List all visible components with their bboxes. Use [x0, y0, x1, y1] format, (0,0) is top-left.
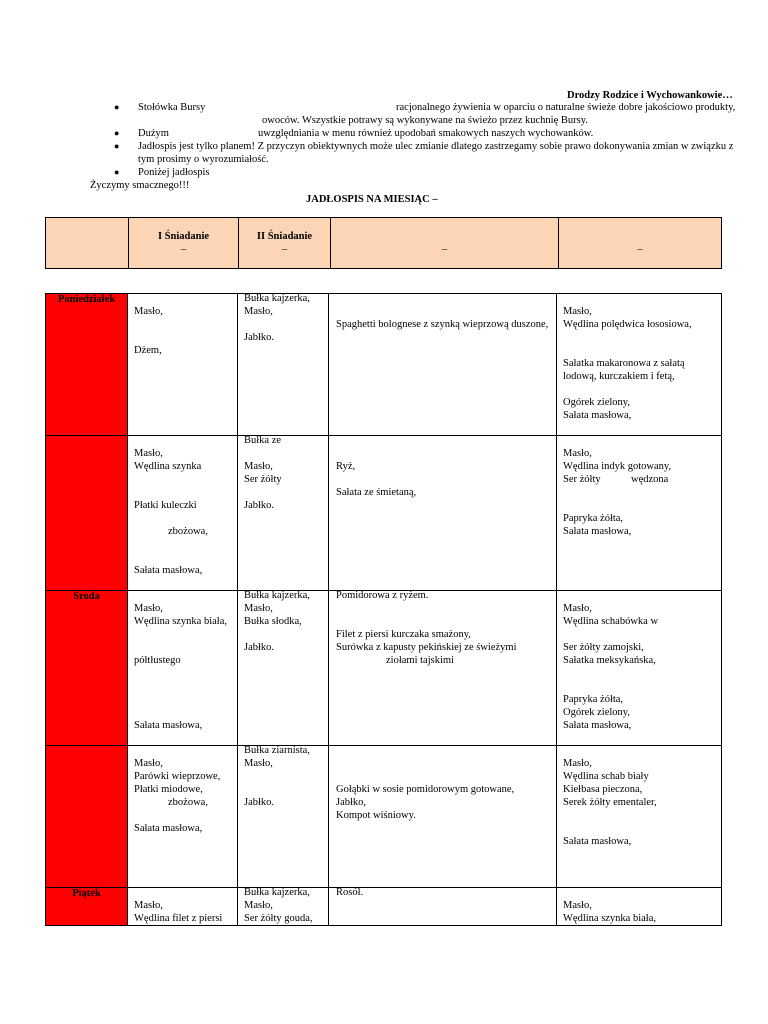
menu-item: Kiełbasa pieczona,	[563, 784, 643, 795]
bullet-marker: ●	[114, 167, 120, 177]
menu-item: Ser żółty gouda,	[244, 913, 313, 924]
menu-item: Sałata masłowa,	[563, 836, 632, 847]
menu-item: Bułka kajzerka,	[244, 293, 310, 304]
menu-item: Masło,	[134, 448, 163, 459]
menu-item: Wędlina schabówka w	[563, 616, 659, 627]
table-row	[46, 591, 722, 746]
menu-item: Jabłko.	[244, 797, 275, 808]
day-name: Poniedziałek	[57, 294, 116, 305]
header-cell-breakfast2	[239, 218, 331, 269]
menu-item: Gołąbki w sosie pomidorowym gotowane,	[336, 784, 515, 795]
lunch-cell	[329, 294, 557, 436]
menu-item: Serek żółty ementaler,	[563, 797, 657, 808]
menu-item: Sałata masłowa,	[134, 823, 203, 834]
header-breakfast1: I Śniadanie	[157, 231, 210, 242]
menu-item: Masło,	[563, 448, 592, 459]
menu-item: Masło,	[244, 461, 273, 472]
menu-item: Jabłko,	[336, 797, 367, 808]
menu-item: Sałata masłowa,	[134, 720, 203, 731]
page-title: JADŁOSPIS NA MIESIĄC –	[306, 194, 438, 205]
greeting: Drodzy Rodzice i Wychowankowie…	[567, 90, 733, 101]
menu-item: Papryka żółta,	[563, 694, 624, 705]
menu-item: Ryż,	[336, 461, 356, 472]
menu-item: wędzona	[631, 474, 669, 485]
menu-item: Dżem,	[134, 345, 162, 356]
menu-item: Ogórek zielony,	[563, 707, 630, 718]
breakfast1-cell	[128, 746, 238, 888]
header-cell-dinner	[559, 218, 722, 269]
menu-item: Jabłko.	[244, 500, 275, 511]
intro-text: tym prosimy o wyrozumiałość.	[138, 154, 269, 165]
menu-item: Wędlina szynka biała,	[563, 913, 657, 924]
menu-item: Masło,	[244, 900, 273, 911]
header-cell-breakfast1	[129, 218, 239, 269]
menu-item: Sałata ze śmietaną,	[336, 487, 417, 498]
menu-item: Jabłko.	[244, 642, 275, 653]
menu-item: Bułka kajzerka,	[244, 590, 310, 601]
breakfast1-cell	[128, 436, 238, 591]
menu-item: zbożowa,	[168, 797, 208, 808]
menu-item: Bułka kajzerka,	[244, 887, 310, 898]
breakfast1-cell	[128, 888, 238, 926]
menu-item: Sałata masłowa,	[563, 720, 632, 731]
lunch-cell	[329, 746, 557, 888]
menu-item: Masło,	[244, 603, 273, 614]
header-dash: –	[281, 244, 288, 255]
breakfast2-cell	[238, 294, 329, 436]
day-name: Środa	[73, 591, 100, 602]
menu-item: Sałatka makaronowa z sałatą	[563, 358, 685, 369]
menu-item: Masło,	[563, 900, 592, 911]
intro-text: Dużym	[138, 128, 169, 139]
menu-item: Płatki miodowe,	[134, 784, 203, 795]
menu-item: Wędlina filet z piersi	[134, 913, 223, 924]
menu-item: Masło,	[134, 900, 163, 911]
day-cell	[46, 436, 128, 591]
table-row	[46, 436, 722, 591]
menu-item: Bułka ziarnista,	[244, 745, 310, 756]
day-cell	[46, 888, 128, 926]
header-table	[45, 217, 722, 269]
menu-item: Masło,	[563, 603, 592, 614]
menu-item: Ser żółty zamojski,	[563, 642, 644, 653]
menu-item: Wędlina szynka	[134, 461, 202, 472]
day-name: Piątek	[72, 888, 101, 899]
header-dash: –	[637, 244, 643, 255]
menu-table	[45, 293, 722, 926]
menu-item: Masło,	[134, 758, 163, 769]
table-row	[46, 294, 722, 436]
table-row	[46, 746, 722, 888]
breakfast2-cell	[238, 436, 329, 591]
intro-text: racjonalnego żywienia w oparciu o naturalne świeże dobre jakościowo produkty,	[396, 102, 736, 113]
dinner-cell	[557, 294, 722, 436]
menu-item: Bułka ze	[244, 435, 282, 446]
menu-item: Masło,	[563, 306, 592, 317]
menu-item: Ogórek zielony,	[563, 397, 630, 408]
menu-item: Masło,	[244, 758, 273, 769]
day-cell	[46, 294, 128, 436]
menu-item: Surówka z kapusty pekińskiej ze świeżymi	[336, 642, 517, 653]
bullet-marker: ●	[114, 102, 120, 112]
menu-item: ziołami tajskimi	[386, 655, 454, 666]
table-row	[46, 888, 722, 926]
wish-text: Życzymy smacznego!!!	[90, 180, 190, 191]
menu-item: Jabłko.	[244, 332, 275, 343]
bullet-marker: ●	[114, 141, 120, 151]
menu-item: Wędlina schab biały	[563, 771, 649, 782]
breakfast2-cell	[238, 888, 329, 926]
menu-item: Sałata masłowa,	[563, 410, 632, 421]
menu-item: Ser żółty	[563, 474, 601, 485]
menu-item: Spaghetti bolognese z szynką wieprzową duszone,	[336, 319, 549, 330]
menu-item: Masło,	[244, 306, 273, 317]
intro-text: uwzględniania w menu również upodobań smakowych naszych wychowanków.	[258, 128, 594, 139]
header-dash: –	[180, 244, 187, 255]
bullet-marker: ●	[114, 128, 120, 138]
menu-item: Parówki wieprzowe,	[134, 771, 221, 782]
lunch-cell	[329, 436, 557, 591]
lunch-cell	[329, 591, 557, 746]
menu-item: Masło,	[563, 758, 592, 769]
day-cell	[46, 746, 128, 888]
menu-item: Kompot wiśniowy.	[336, 810, 416, 821]
intro-text: Jadłospis jest tylko planem! Z przyczyn obiektywnych może ulec zmianie dlatego zastrzegamy sobie prawo dokonywania zmian w związku z	[138, 141, 734, 152]
header-breakfast2: II Śniadanie	[256, 231, 313, 242]
menu-item: zbożowa,	[168, 526, 208, 537]
intro-text: Poniżej jadłospis	[138, 167, 210, 178]
menu-item: Płatki kuleczki	[134, 500, 197, 511]
intro-text: owoców. Wszystkie potrawy są wykonywane na świeżo przez kuchnię Bursy.	[262, 115, 588, 126]
dinner-cell	[557, 591, 722, 746]
menu-item: Pomidorowa z ryżem.	[336, 590, 429, 601]
menu-item: Masło,	[134, 306, 163, 317]
menu-item: Wędlina indyk gotowany,	[563, 461, 672, 472]
header-cell-empty	[46, 218, 129, 269]
menu-item: Filet z piersi kurczaka smażony,	[336, 629, 471, 640]
day-cell	[46, 591, 128, 746]
menu-item: półtłustego	[134, 655, 181, 666]
menu-item: Wędlina polędwica łososiowa,	[563, 319, 692, 330]
header-cell-lunch	[331, 218, 559, 269]
menu-item: Bułka słodka,	[244, 616, 302, 627]
menu-item: Sałata masłowa,	[563, 526, 632, 537]
menu-item: Sałatka meksykańska,	[563, 655, 656, 666]
menu-item: Papryka żółta,	[563, 513, 624, 524]
menu-item: Ser żółty	[244, 474, 282, 485]
header-dash: –	[441, 244, 448, 255]
breakfast1-cell	[128, 591, 238, 746]
menu-item: Sałata masłowa,	[134, 565, 203, 576]
menu-item: lodową, kurczakiem i fetą,	[563, 371, 675, 382]
breakfast2-cell	[238, 746, 329, 888]
dinner-cell	[557, 436, 722, 591]
breakfast1-cell	[128, 294, 238, 436]
dinner-cell	[557, 888, 722, 926]
menu-item: Rosół.	[336, 887, 364, 898]
dinner-cell	[557, 746, 722, 888]
breakfast2-cell	[238, 591, 329, 746]
menu-item: Wędlina szynka biała,	[134, 616, 228, 627]
lunch-cell	[329, 888, 557, 926]
menu-item: Masło,	[134, 603, 163, 614]
intro-text: Stołówka Bursy	[138, 102, 206, 113]
